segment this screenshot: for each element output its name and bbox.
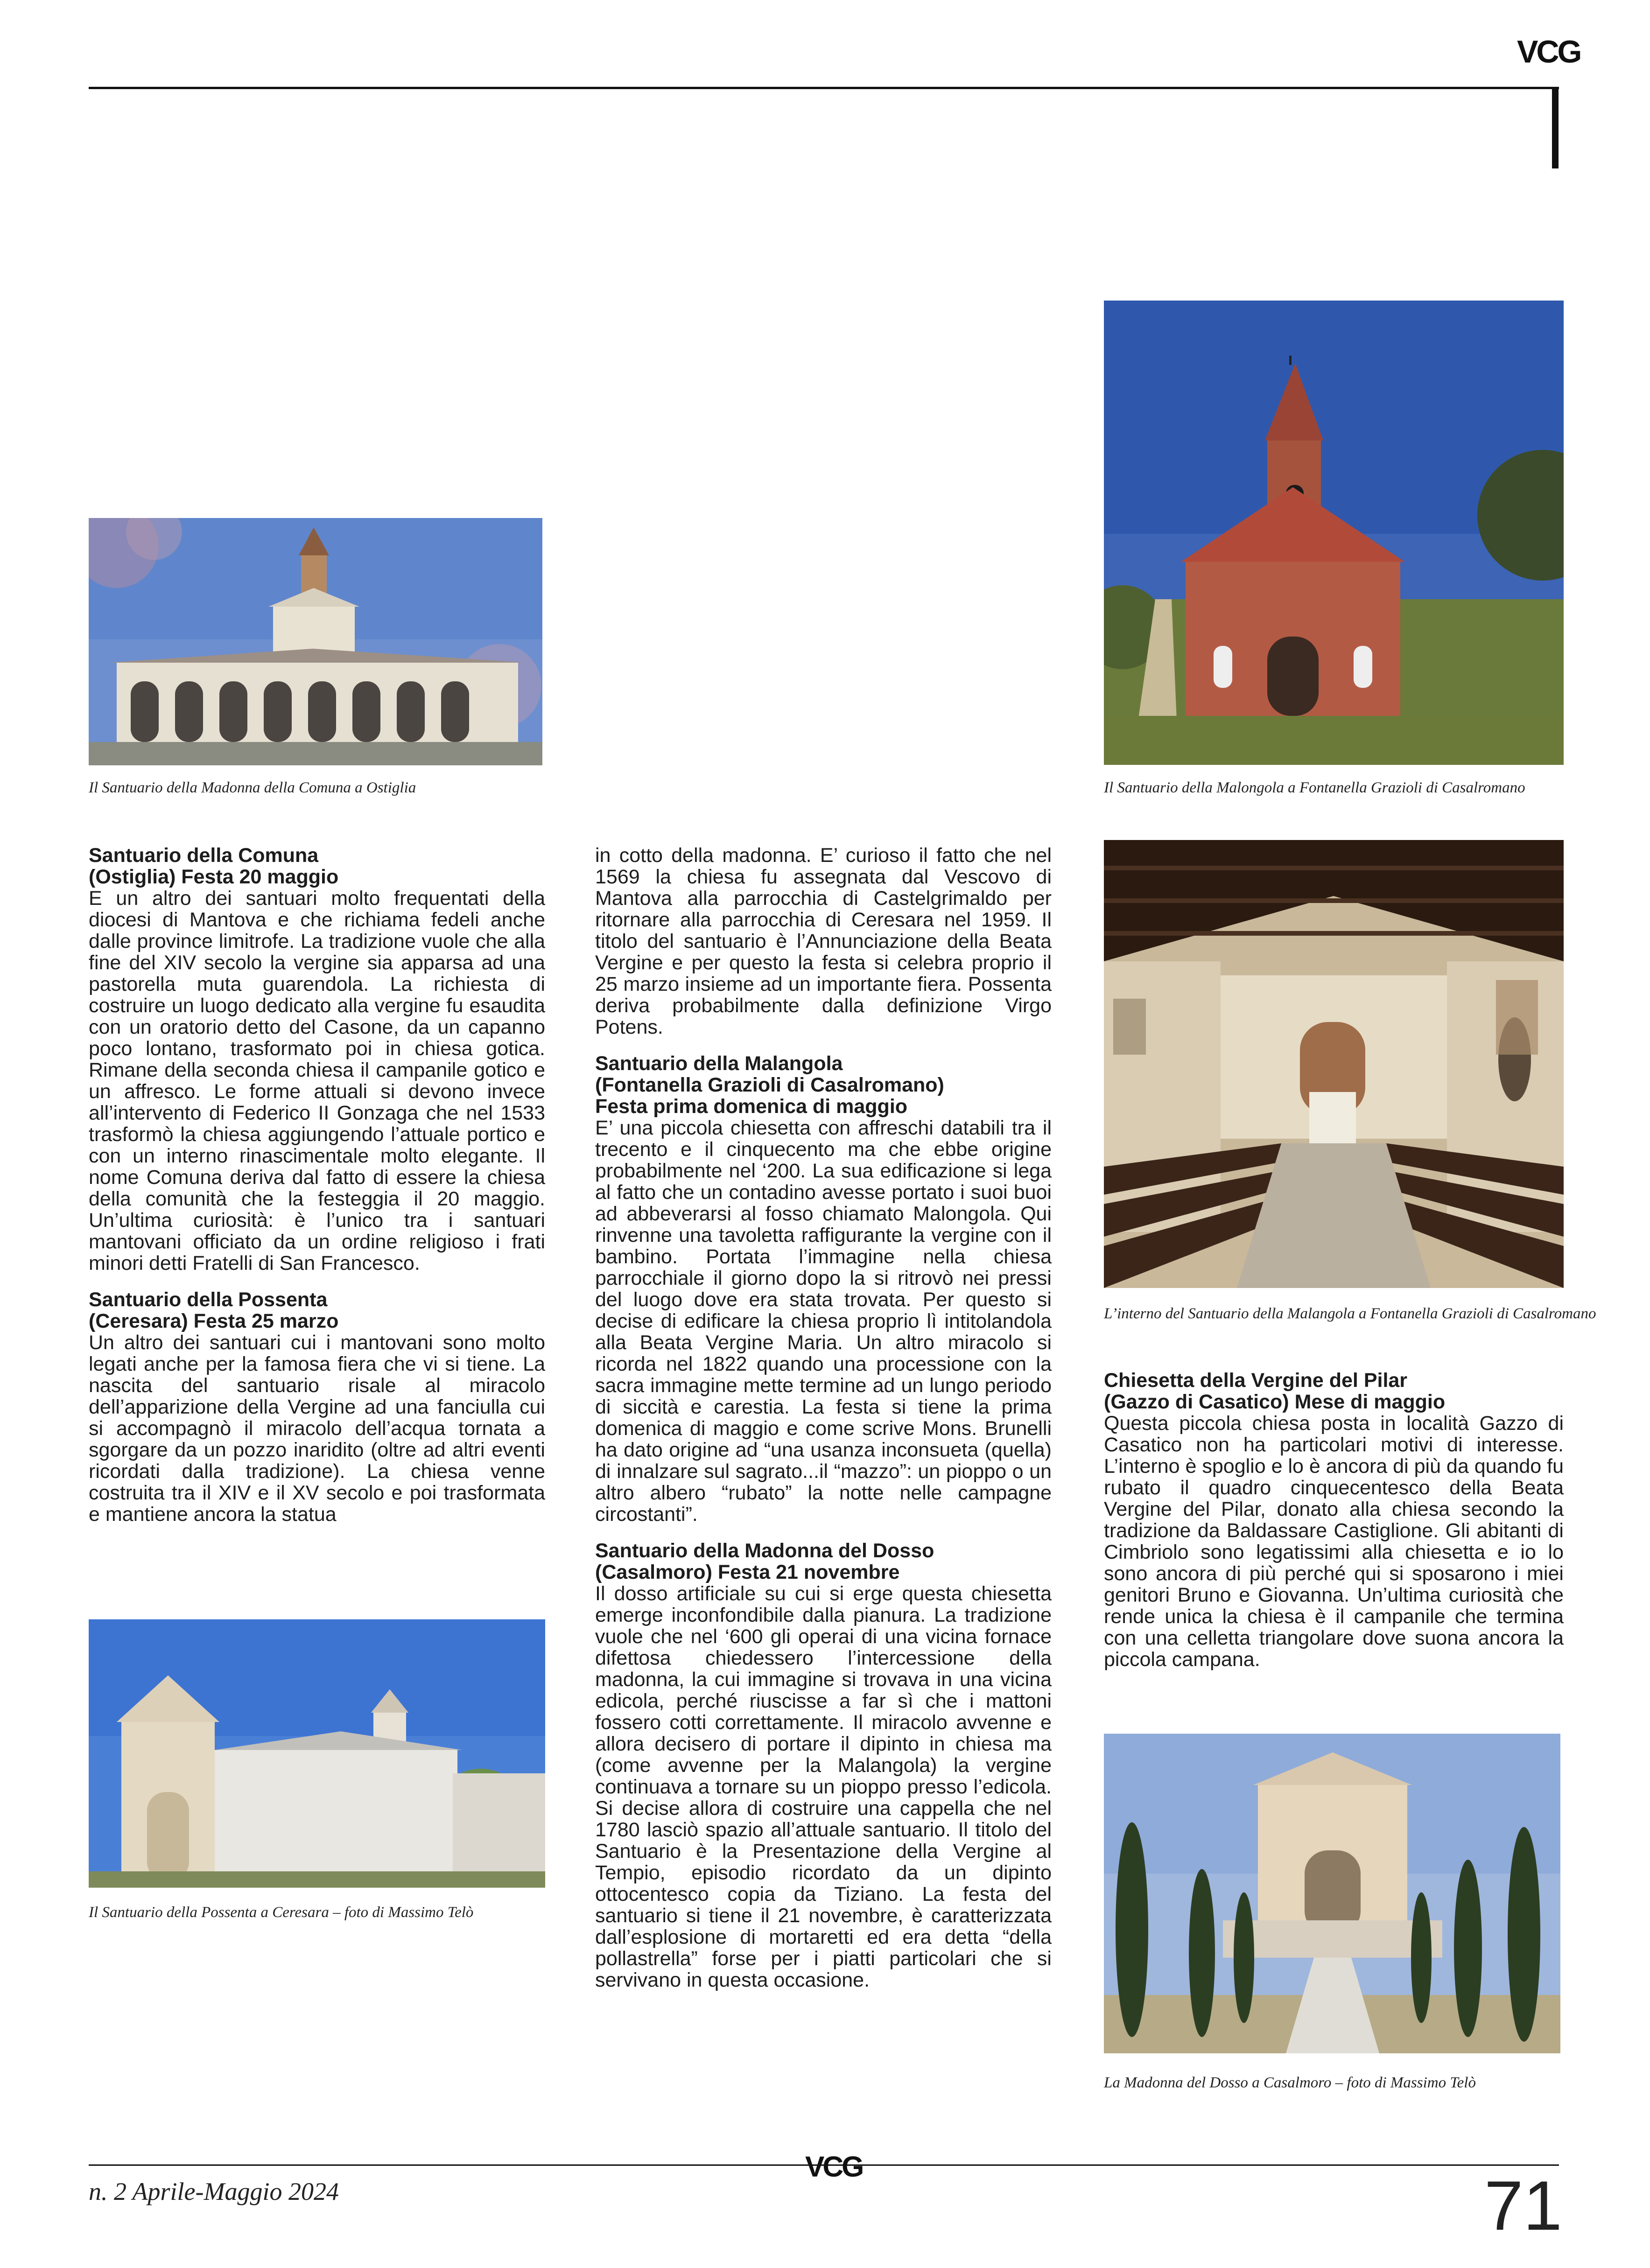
body-pilar: Questa piccola chiesa posta in località Gazzo di Casatico non ha particolari motivi di interesse. L’interno è spoglio e lo è ancora di più da quando fu rubato il quadro cinquecentesco della Beata Vergine del Pilar, donato alla chiesa secondo la tradizione da Baldassare Castiglione. Gli abitanti di Cimbriolo sono legatissimi alla chiesetta e io lo sono ancora di più perché qui si sposarono i miei genitori Bruno e Giovanna. Un’ultima curiosità che rende unica la chiesa è il campanile che termina con una celletta triangolare dove suona ancora la piccola campana. bbox=[1104, 1412, 1564, 1671]
caption-malongola: Il Santuario della Malongola a Fontanella Grazioli di Casalromano bbox=[1104, 779, 1525, 796]
subheading-comuna: (Ostiglia) Festa 20 maggio bbox=[89, 866, 339, 888]
heading-comuna: Santuario della Comuna bbox=[89, 844, 319, 867]
heading-dosso: Santuario della Madonna del Dosso bbox=[595, 1540, 934, 1562]
caption-dosso: La Madonna del Dosso a Casalmoro – foto di Massimo Telò bbox=[1104, 2074, 1476, 2091]
subheading-malangola-festa: Festa prima domenica di maggio bbox=[595, 1095, 908, 1118]
heading-malangola: Santuario della Malangola bbox=[595, 1052, 843, 1075]
heading-pilar: Chiesetta della Vergine del Pilar bbox=[1104, 1369, 1408, 1392]
photo-malangola-interior bbox=[1104, 840, 1564, 1288]
issue-label: n. 2 Aprile-Maggio 2024 bbox=[89, 2177, 339, 2205]
header-rule bbox=[89, 87, 1559, 89]
caption-comuna: Il Santuario della Madonna della Comuna a Ostiglia bbox=[89, 779, 416, 796]
subheading-pilar: (Gazzo di Casatico) Mese di maggio bbox=[1104, 1391, 1446, 1413]
body-comuna: E un altro dei santuari molto frequentati della diocesi di Mantova e che richiama fedeli anche dalle province limitrofe. La tradizione vuole che alla fine del XIV secolo la vergine sia apparsa ad una pastorella muta guarendola. La richiesta di costruire un luogo dedicato alla vergine fu esaudita con un oratorio detto del Casone, da un capanno poco lontano, trasformato poi in chiesa gotica. Rimane della seconda chiesa il campanile gotico e un affresco. Le forme attuali si devono invece all’intervento di Federico II Gonzaga che nel 1533 trasformò la chiesa aggiungendo l’attuale portico e con un interno rinascimentale molto elegante. Il nome Comuna deriva dal fatto di essere la chiesa della comunità che la festeggia il 20 maggio. Un’ultima curiosità: è l’unico tra i santuari mantovani officiato da un ordine religioso i frati minori detti Fratelli di San Francesco. bbox=[89, 887, 545, 1274]
caption-possenta: Il Santuario della Possenta a Ceresara – foto di Massimo Telò bbox=[89, 1904, 474, 1921]
photo-santuario-comuna bbox=[89, 518, 542, 765]
body-dosso: Il dosso artificiale su cui si erge questa chiesetta emerge inconfondibile dalla pianura. La tradizione vuole che nel ‘600 gli operai di una vicina fornace difettosa chiedessero l’intercessione della madonna, la cui immagine si trovava in una vicina edicola, perché riuscisse a far sì che i mattoni fossero cotti correttamente. Il miracolo avvenne e allora decisero di portare il dipinto in chiesa ma (come avvenne per la Malangola) la vergine continuava a tornare su un pioppo presso l’edicola. Si decise allora di costruire una cappella che nel 1780 lasciò spazio all’attuale santuario. Il titolo del Santuario è la Presentazione della Vergine al Tempio, episodio ricordato da un dipinto ottocentesco copia da Tiziano. La festa del santuario si tiene il 21 novembre, è caratterizzata dall’esplosione di mortaretti ed era detta “della pollastrella” forse per i piatti particolari che si servivano in questa occasione. bbox=[595, 1582, 1052, 1991]
magazine-logo: VCG bbox=[1517, 34, 1580, 70]
footer-logo: VCG bbox=[805, 2151, 863, 2183]
subheading-malangola-location: (Fontanella Grazioli di Casalromano) bbox=[595, 1074, 944, 1096]
column-right bbox=[1104, 1370, 1564, 1670]
column-left bbox=[89, 845, 545, 1525]
heading-possenta: Santuario della Possenta bbox=[89, 1288, 328, 1311]
body-possenta-continued: in cotto della madonna. E’ curioso il fatto che nel 1569 la chiesa fu assegnata dal Vescovo di Mantova alla parrocchia di Castelgrimaldo per ritornare alla parrocchia di Ceresara nel 1959. Il titolo del santuario è l’Annunciazione della Beata Vergine e per questo la festa si celebra proprio il 25 marzo insieme ad un importante fiera. Possenta deriva probabilmente dalla definizione Virgo Potens. bbox=[595, 844, 1052, 1038]
caption-interior: L’interno del Santuario della Malangola a Fontanella Grazioli di Casalromano bbox=[1104, 1305, 1596, 1322]
column-middle bbox=[595, 845, 1052, 1991]
photo-santuario-possenta bbox=[89, 1619, 545, 1888]
page-number: 71 bbox=[1484, 2166, 1562, 2245]
body-possenta: Un altro dei santuari cui i mantovani sono molto legati anche per la famosa fiera che vi si tiene. La nascita del santuario risale al miracolo dell’apparizione della Vergine ad una fanciulla cui si accompagnò il miracolo dell’acqua tornata a sgorgare da un pozzo inaridito (oltre ad altri eventi ricordati dalla tradizione). La chiesa venne costruita tra il XIV e il XV secolo e poi trasformata e mantiene ancora la statua bbox=[89, 1331, 545, 1526]
body-malangola: E’ una piccola chiesetta con affreschi databili tra il trecento e il cinquecento ma che ebbe origine probabilmente nel ‘200. La sua edificazione si lega al fatto che un contadino avesse portato i suoi buoi ad abbeverarsi al fosso chiamato Malongola. Qui rinvenne una tavoletta raffigurante la vergine con il bambino. Portata l’immagine nella chiesa parrocchiale il giorno dopo la si ritrovò nei pressi del luogo dove era stata trovata. Per questo si decise di edificare la chiesa proprio lì intitolandola alla Beata Vergine Maria. Un altro miracolo si ricorda nel 1822 quando una processione con la sacra immagine mette termine ad un lungo periodo di siccità e carestia. La festa si tiene la prima domenica di maggio e come scrive Mons. Brunelli ha dato origine ad “una usanza inconsueta (quella) di innalzare sul sagrato...il “mazzo”: un pioppo o un altro albero “rubato” la notte nelle campagne circostanti”. bbox=[595, 1117, 1052, 1526]
header-vertical-bar bbox=[1552, 87, 1559, 168]
subheading-possenta: (Ceresara) Festa 25 marzo bbox=[89, 1310, 339, 1332]
photo-madonna-del-dosso bbox=[1104, 1734, 1560, 2053]
subheading-dosso: (Casalmoro) Festa 21 novembre bbox=[595, 1561, 900, 1583]
photo-santuario-malongola bbox=[1104, 301, 1564, 765]
